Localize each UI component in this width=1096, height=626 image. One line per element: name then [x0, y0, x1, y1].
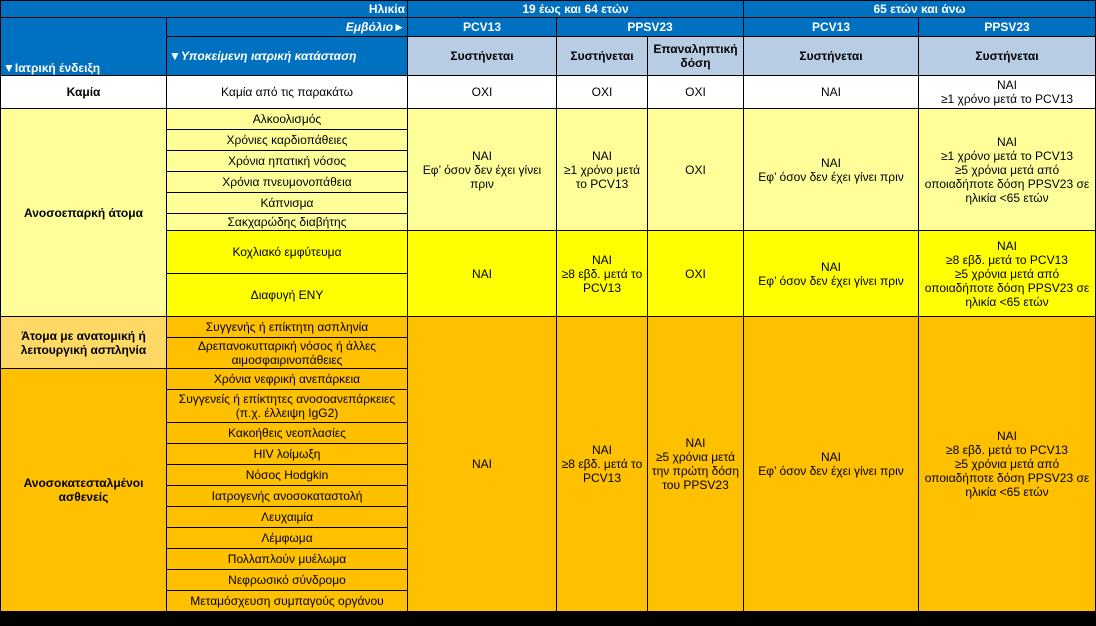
- condition-cell: Συγγενείς ή επίκτητες ανοσοανεπάρκειες (π.χ. έλλειψη IgG2): [167, 390, 407, 422]
- condition-cell: Σακχαρώδης διαβήτης: [167, 214, 407, 230]
- vaccine-pcv13-old: PCV13: [744, 18, 918, 36]
- group-asplenia: Άτομα με ανατομική ή λειτουργική ασπληνία: [1, 317, 166, 368]
- value-cell: ΝΑΙ ≥8 εβδ. μετά το PCV13: [557, 317, 647, 611]
- value-cell: ΟΧΙ: [408, 76, 556, 108]
- condition-cell: Μεταμόσχευση συμπαγούς οργάνου: [167, 591, 407, 611]
- condition-cell: Χρόνια νεφρική ανεπάρκεια: [167, 369, 407, 389]
- condition-cell: Ιατρογενής ανοσοκαταστολή: [167, 486, 407, 506]
- age-header: Ηλικία: [1, 1, 407, 17]
- value-cell: ΝΑΙ ≥8 εβδ. μετά το PCV13 ≥5 χρόνια μετά από οποιαδήποτε δόση PPSV23 σε ηλικία <65 ετών: [919, 231, 1095, 316]
- value-cell: ΝΑΙ ≥8 εβδ. μετά το PCV13 ≥5 χρόνια μετά από οποιαδήποτε δόση PPSV23 σε ηλικία <65 ετών: [919, 317, 1095, 611]
- condition-cell: Συγγενής ή επίκτητη ασπληνία: [167, 317, 407, 337]
- age-group-65-plus: 65 ετών και άνω: [744, 1, 1095, 17]
- condition-cell: Κακοήθεις νεοπλασίες: [167, 423, 407, 443]
- condition-cell: Λευχαιμία: [167, 507, 407, 527]
- group-immunocompetent: Ανοσοεπαρκή άτομα: [1, 109, 166, 316]
- indication-header: ▼Ιατρική ένδειξη: [1, 18, 166, 75]
- value-cell: ΝΑΙ Εφ’ όσον δεν έχει γίνει πριν: [744, 317, 918, 611]
- vaccine-ppsv23-young: PPSV23: [557, 18, 743, 36]
- condition-cell: Καμία από τις παρακάτω: [167, 76, 407, 108]
- condition-cell: Αλκοολισμός: [167, 109, 407, 129]
- condition-cell: HIV λοίμωξη: [167, 444, 407, 464]
- age-group-19-64: 19 έως και 64 ετών: [408, 1, 743, 17]
- value-cell: ΝΑΙ ≥1 χρόνο μετά το PCV13: [919, 76, 1095, 108]
- value-cell: ΝΑΙ: [408, 317, 556, 611]
- sub-recommended: Συστήνεται: [557, 37, 647, 75]
- value-cell: ΟΧΙ: [648, 109, 743, 230]
- group-none: Καμία: [1, 76, 166, 108]
- sub-recommended: Συστήνεται: [919, 37, 1095, 75]
- condition-cell: Πολλαπλούν μυέλωμα: [167, 549, 407, 569]
- value-cell: ΟΧΙ: [557, 76, 647, 108]
- value-cell: ΝΑΙ ≥1 χρόνο μετά το PCV13: [557, 109, 647, 230]
- condition-cell: Νόσος Hodgkin: [167, 465, 407, 485]
- value-cell: ΝΑΙ ≥1 χρόνο μετά το PCV13 ≥5 χρόνια μετά από οποιαδήποτε δόση PPSV23 σε ηλικία <65 ετών: [919, 109, 1095, 230]
- sub-booster: Επαναληπτική δόση: [648, 37, 743, 75]
- vaccine-pcv13-young: PCV13: [408, 18, 556, 36]
- value-cell: ΝΑΙ ≥5 χρόνια μετά την πρώτη δόση του PPSV23: [648, 317, 743, 611]
- condition-cell: Νεφρωσικό σύνδρομο: [167, 570, 407, 590]
- condition-cell: Χρόνιες καρδιοπάθειες: [167, 130, 407, 150]
- condition-cell: Διαφυγή ΕΝΥ: [167, 274, 407, 316]
- value-cell: ΟΧΙ: [648, 76, 743, 108]
- condition-cell: Χρόνια ηπατική νόσος: [167, 151, 407, 171]
- group-immunocompromised: Ανοσοκατεσταλμένοι ασθενείς: [1, 369, 166, 611]
- value-cell: ΝΑΙ Εφ’ όσον δεν έχει γίνει πριν: [744, 231, 918, 316]
- vaccine-ppsv23-old: PPSV23: [919, 18, 1095, 36]
- value-cell: ΝΑΙ: [408, 231, 556, 316]
- vaccine-header: Εμβόλιο►: [167, 18, 407, 36]
- value-cell: ΝΑΙ Εφ’ όσον δεν έχει γίνει πριν: [744, 109, 918, 230]
- condition-cell: Χρόνια πνευμονοπάθεια: [167, 172, 407, 192]
- value-cell: ΝΑΙ Εφ’ όσον δεν έχει γίνει πριν: [408, 109, 556, 230]
- condition-cell: Λέμφωμα: [167, 528, 407, 548]
- value-cell: ΝΑΙ ≥8 εβδ. μετά το PCV13: [557, 231, 647, 316]
- condition-cell: Κοχλιακό εμφύτευμα: [167, 231, 407, 273]
- sub-recommended: Συστήνεται: [408, 37, 556, 75]
- value-cell: ΟΧΙ: [648, 231, 743, 316]
- value-cell: ΝΑΙ: [744, 76, 918, 108]
- condition-header: ▼Υποκείμενη ιατρική κατάσταση: [167, 37, 407, 75]
- condition-cell: Δρεπανοκυτταρική νόσος ή άλλες αιμοσφαιρινοπάθειες: [167, 338, 407, 368]
- condition-cell: Κάπνισμα: [167, 193, 407, 213]
- sub-recommended: Συστήνεται: [744, 37, 918, 75]
